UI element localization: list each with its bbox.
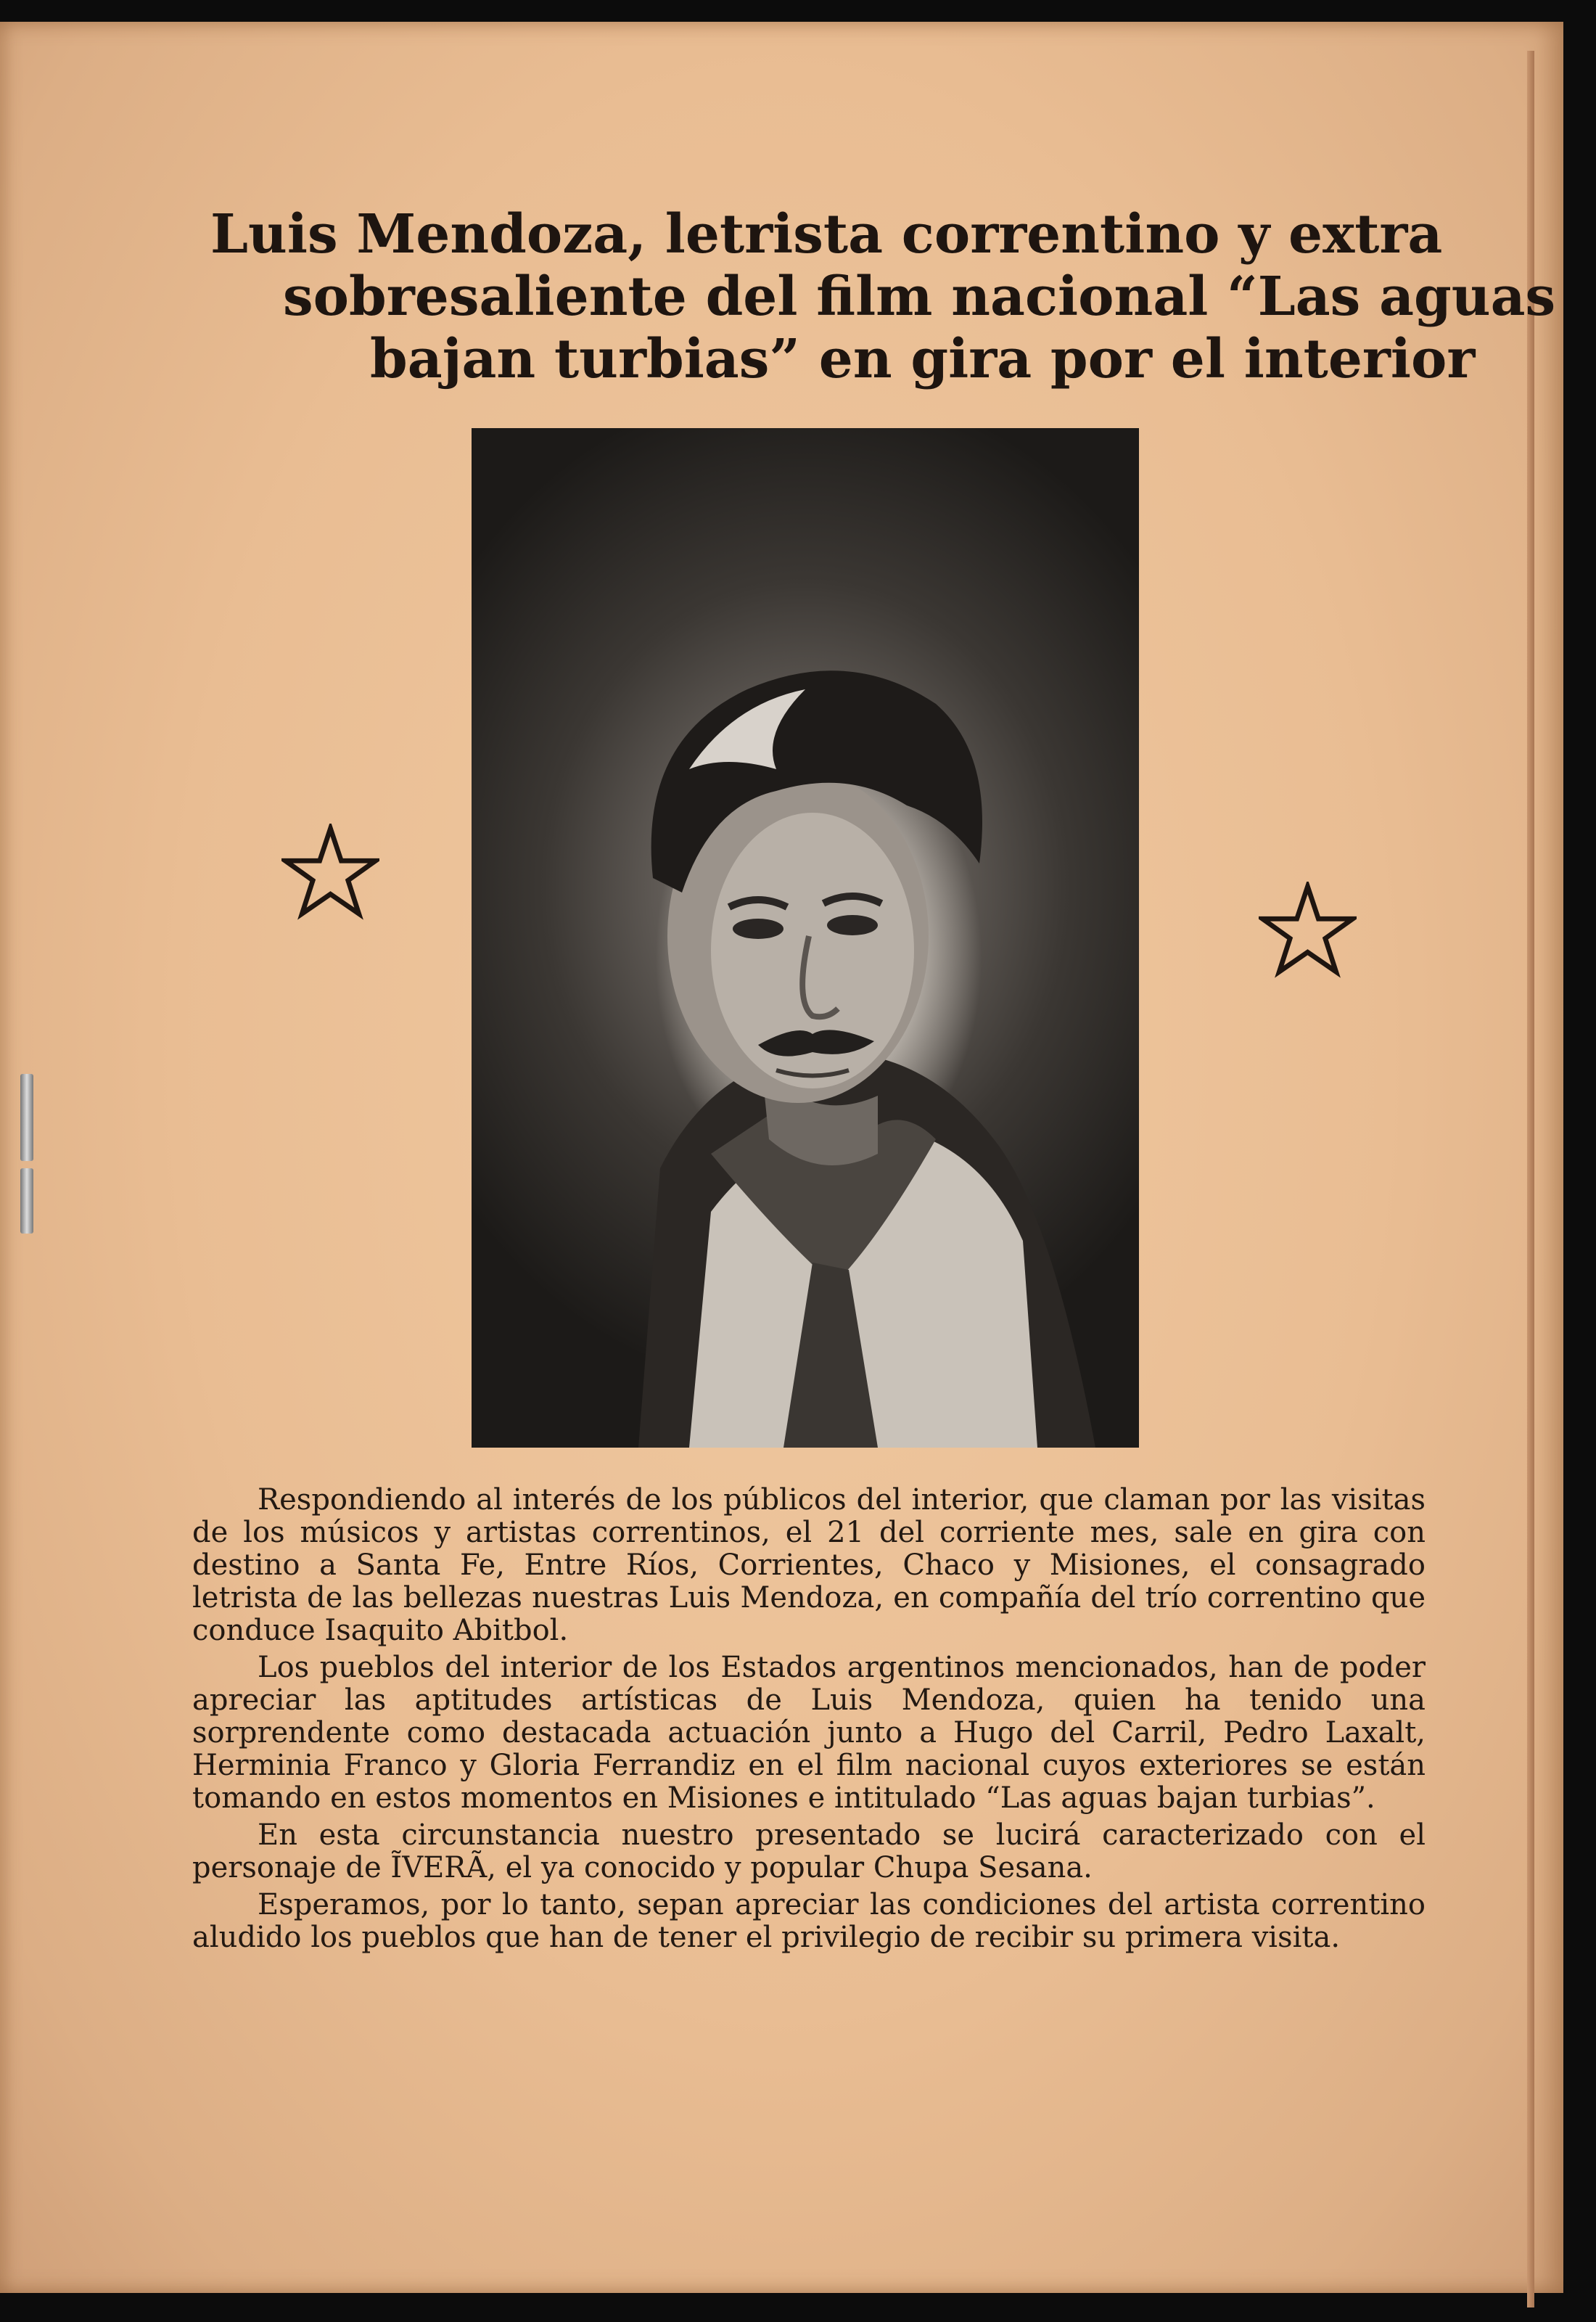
article-paragraph-2: Los pueblos del interior de los Estados argentinos mencionados, han de poder apreciar las aptitudes artísticas de Luis Mendoza, quien ha tenido una sorprendente como destacada actuación junto a Hugo del Carril, Pedro Laxalt, Herminia Franco y Gloria Ferrandiz en el film nacional cuyos exteriores se están tomando en estos momentos en Misiones e intitulado “Las aguas bajan turbias”. bbox=[192, 1651, 1426, 1815]
headline-line-2: sobresaliente del film nacional “Las aguas bbox=[283, 266, 1556, 328]
article-body bbox=[192, 1484, 1426, 1958]
magazine-page bbox=[0, 22, 1563, 2293]
article-paragraph-3: En esta circunstancia nuestro presentado se lucirá caracterizado con el personaje de ĨVERÃ, el ya conocido y popular Chupa Sesana. bbox=[192, 1818, 1426, 1884]
article-paragraph-1: Respondiendo al interés de los públicos del interior, que claman por las visitas de los músicos y artistas correntinos, el 21 del corriente mes, sale en gira con destino a Santa Fe, Entre Ríos, Corrientes, Chaco y Misiones, el consagrado letrista de las bellezas nuestras Luis Mendoza, en compañía del trío correntino que conduce Isaquito Abitbol. bbox=[192, 1483, 1426, 1647]
staple bbox=[20, 1168, 33, 1234]
article-paragraph-4: Esperamos, por lo tanto, sepan apreciar las condiciones del artista correntino aludido los pueblos que han de tener el privilegio de recibir su primera visita. bbox=[192, 1888, 1426, 1954]
portrait-illustration bbox=[472, 428, 1139, 1448]
page-edge bbox=[1527, 51, 1534, 2307]
portrait-photo bbox=[472, 428, 1139, 1448]
headline-line-3: bajan turbias” en gira por el interior bbox=[370, 328, 1476, 390]
staple bbox=[20, 1074, 33, 1161]
headline-line-1: Luis Mendoza, letrista correntino y extra bbox=[210, 203, 1443, 266]
star-icon bbox=[1259, 882, 1357, 980]
star-icon bbox=[281, 824, 379, 922]
